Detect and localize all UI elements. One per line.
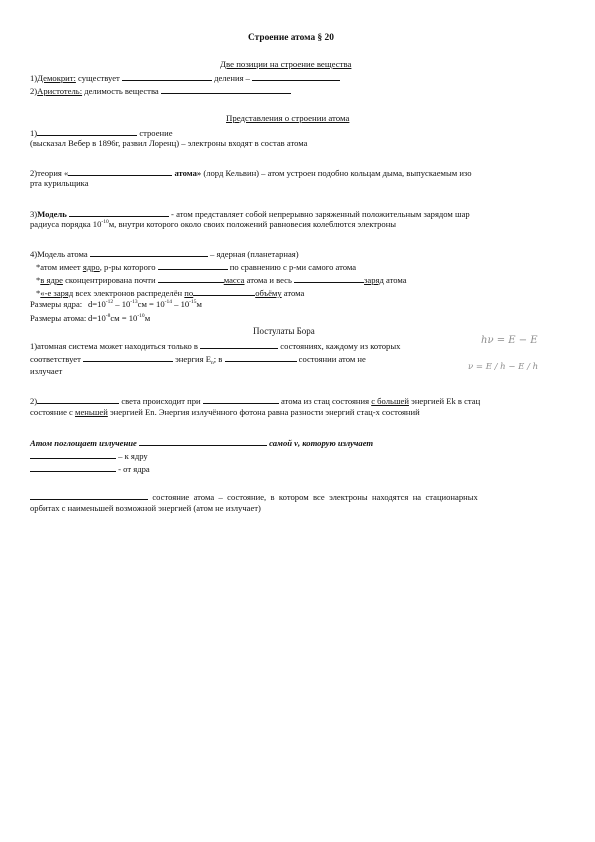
item-4-bullet-3: *«-е заряд всех электронов распределён по объёму атома (36, 288, 305, 298)
item-1-note: (высказал Вебер в 1896г, развил Лоренц) – электроны входят в состав атома (30, 138, 308, 148)
blank-field[interactable] (158, 260, 228, 270)
blank-field[interactable] (90, 247, 208, 257)
section-heading-atom-models: Представления о строении атома (226, 113, 350, 123)
page-title: Строение атома § 20 (248, 33, 334, 43)
postulate-1-line-1: 1)атомная система может находиться только в состояниях, каждому из которых (30, 341, 401, 351)
aristotle-name: Аристотель: (37, 86, 83, 96)
line-democritus: 1)Демокрит: существует деления – (30, 71, 340, 84)
item-2: 2)теория « атома» (лорд Кельвин) – атом устроен подобно кольцам дыма, выпускаемым изо (30, 168, 472, 178)
item-3: 3)Модель - атом представляет собой непрерывно заряженный положительным зарядом шар (30, 209, 470, 219)
absorption-line: Атом поглощает излучение самой ν, которую излучает (30, 438, 374, 448)
item-2-cont: рта курильщика (30, 178, 89, 188)
nucleus-size: Размеры ядра: $d=10^{-12} - 10^{-13}см = 10^{-14} - 10^{-15}м$ (30, 299, 202, 309)
blank-field[interactable] (69, 207, 169, 217)
blank-field[interactable] (37, 126, 137, 136)
section-heading-bohr: Постулаты Бора (253, 326, 315, 336)
item-4: 4)Модель атома – ядерная (планетарная) (30, 249, 299, 259)
to-nucleus-line: – к ядру (30, 449, 148, 462)
blank-field[interactable] (30, 462, 116, 472)
postulate-2-line-1: 2) света происходит при атома из стац состояния с большей энергией Ek в стац (30, 396, 481, 406)
blank-field[interactable] (68, 166, 172, 176)
ground-state-line-2: орбитах с наименьшей возможной энергией (атом не излучает) (30, 503, 261, 513)
blank-field[interactable] (193, 286, 255, 296)
blank-field[interactable] (37, 394, 119, 404)
formula-frequency: ν = E / h − E / h (468, 362, 539, 372)
blank-field[interactable] (225, 352, 297, 362)
postulate-1-line-2: соответствует энергия $Е_n$; в состоянии атом не (30, 354, 366, 366)
blank-field[interactable] (203, 394, 279, 404)
from-nucleus-line: - от ядра (30, 462, 150, 475)
ground-state-line-1: состояние атома – состояние, в котором все электроны находятся на стационарных (30, 490, 570, 503)
blank-field[interactable] (161, 84, 291, 94)
blank-field[interactable] (30, 449, 116, 459)
postulate-2-line-2: состояние с меньшей энергией En. Энергия излучённого фотона равна разности энергий стац-х состояний (30, 407, 420, 417)
atom-size: Размеры атома: $d=10^{-8}см = 10^{-10}м$ (30, 313, 151, 323)
blank-field[interactable] (252, 71, 340, 81)
democritus-name: Демокрит: (37, 73, 76, 83)
blank-field[interactable] (83, 352, 173, 362)
blank-field[interactable] (200, 339, 278, 349)
item-4-bullet-2: *в ядре сконцентрирована почти масса атома и весь заряд атома (36, 275, 407, 285)
line-aristotle: 2)Аристотель: делимость вещества (30, 84, 291, 97)
blank-field[interactable] (122, 71, 212, 81)
blank-field[interactable] (158, 273, 224, 283)
formula-photon-energy: hν = E − E (481, 335, 538, 346)
postulate-1-line-3: излучает (30, 366, 63, 376)
item-4-bullet-1: *атом имеет ядро, р-ры которого по сравнению с р-ми самого атома (36, 262, 357, 272)
section-heading-positions: Две позиции на строение вещества (220, 59, 352, 69)
item-3-cont: радиуса порядка $10^{-10}м$, внутри которого около своих положений равновесия колеблются электроны (30, 219, 397, 229)
blank-field[interactable] (30, 490, 148, 500)
blank-field[interactable] (139, 436, 267, 446)
item-1: 1) строение (30, 128, 173, 138)
blank-field[interactable] (294, 273, 364, 283)
